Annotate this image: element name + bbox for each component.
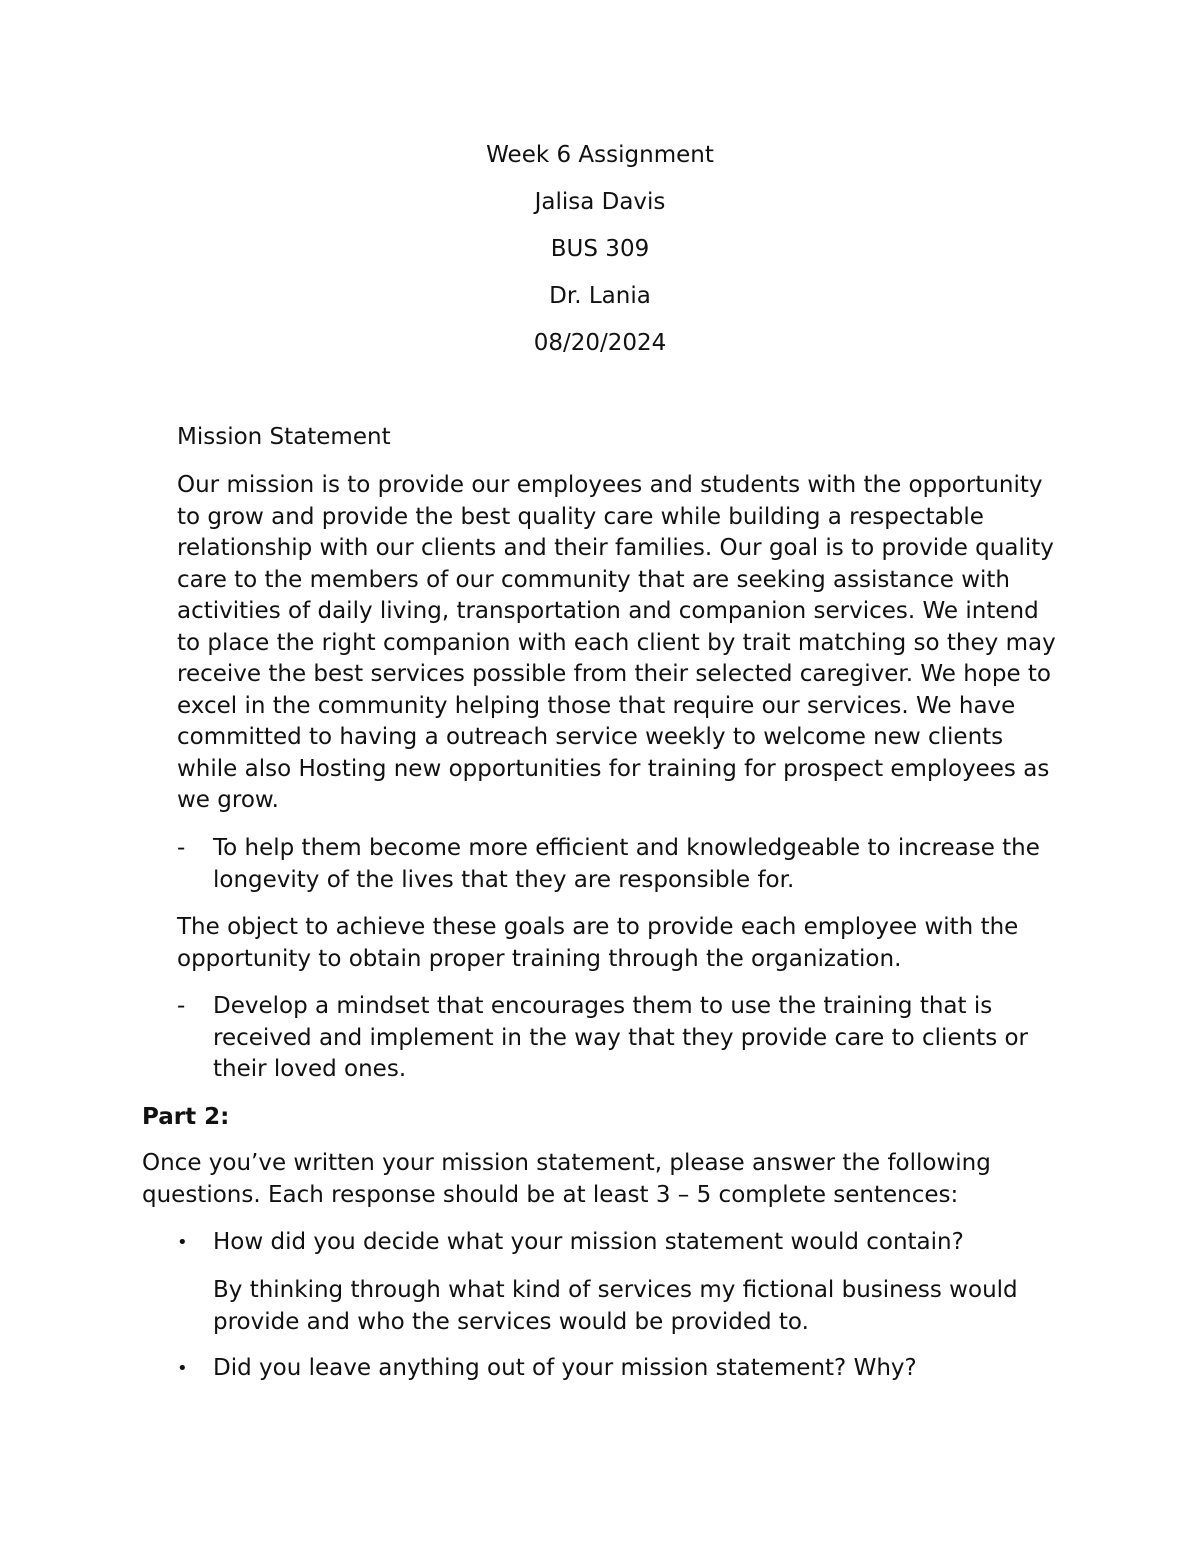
bullet-list-item [177, 1227, 1077, 1259]
bullet-marker: • [177, 1358, 188, 1379]
answer-text: By thinking through what kind of services my fictional business would provide and who the services would be provided to. [213, 1277, 1018, 1335]
dash-marker: - [177, 993, 186, 1019]
object-paragraph: The object to achieve these goals are to provide each employee with the opportunity to obtain proper training through the organization. [177, 914, 1019, 972]
student-name: Jalisa Davis [534, 189, 666, 215]
bullet-marker: • [177, 1232, 188, 1253]
assignment-title: Week 6 Assignment [486, 142, 714, 168]
part2-intro: Once you’ve written your mission statement, please answer the following questions. Each response should be at least 3 – 5 complete sentences: [142, 1150, 991, 1208]
dash-item-text: Develop a mindset that encourages them to use the training that is received and implement in the way that they provide care to clients or their loved ones. [213, 993, 1029, 1082]
bullet-list-item [177, 1353, 1077, 1385]
instructor-name: Dr. Lania [549, 283, 651, 309]
dash-item-text: To help them become more efficient and knowledgeable to increase the longevity of the lives that they are responsible for. [213, 835, 1040, 893]
course-code: BUS 309 [550, 236, 650, 262]
question-text: How did you decide what your mission statement would contain? [213, 1229, 964, 1255]
dash-list-item [177, 833, 1077, 896]
dash-list-item [177, 991, 1077, 1086]
title-block [0, 140, 1200, 375]
mission-heading: Mission Statement [177, 424, 391, 450]
dash-marker: - [177, 835, 186, 861]
mission-paragraph: Our mission is to provide our employees and students with the opportunity to grow and provide the best quality care while building a respectable relationship with our clients and their families. Our goal is to provide quality care to the members of our community that are seeking assistance with activities of daily living, transportation and companion services. We intend to place the right companion with each client by trait matching so they may receive the best services possible from their selected caregiver. We hope to excel in the community helping those that require our services. We have committed to having a outreach service weekly to welcome new clients while also Hosting new opportunities for training for prospect employees as we grow. [177, 472, 1056, 813]
submission-date: 08/20/2024 [533, 330, 667, 356]
part2-heading: Part 2: [142, 1104, 230, 1130]
question-text: Did you leave anything out of your mission statement? Why? [213, 1355, 917, 1381]
